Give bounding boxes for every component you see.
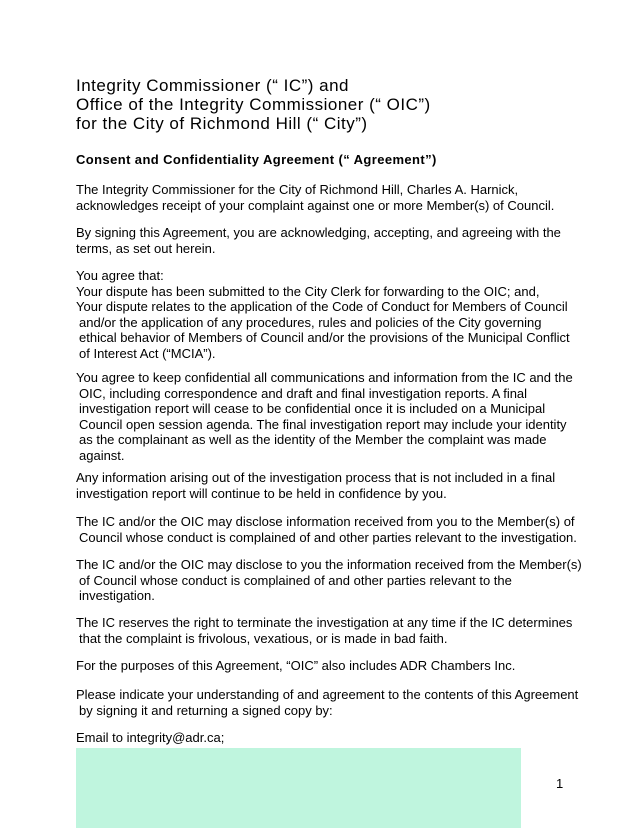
disclose-to-you-paragraph xyxy=(76,557,582,604)
confidential-paragraph xyxy=(76,370,576,463)
text-line: of Interest Act (“MCIA”). xyxy=(79,345,216,361)
please-indicate-paragraph xyxy=(76,687,579,718)
email-text: Email to integrity@adr.ca; xyxy=(76,730,225,745)
agree-item: Your dispute has been submitted to the City Clerk for forwarding to the OIC; and, xyxy=(76,283,540,299)
agree-section xyxy=(76,268,576,361)
text-line: as the complainant as well as the identity of the Member the complaint was made xyxy=(79,432,547,447)
text-line: Council whose conduct is complained of and other parties relevant to the investigation. xyxy=(79,529,577,545)
text-line: investigation report will cease to be confidential once it is included on a Municipal xyxy=(79,401,546,416)
text-line: By signing this Agreement, you are acknowledging, accepting, and agreeing with the xyxy=(76,225,561,240)
email-line xyxy=(76,730,576,746)
text-line: The Integrity Commissioner for the City of Richmond Hill, Charles A. Harnick, xyxy=(76,182,519,197)
text-line: Council open session agenda. The final investigation report may include your identity xyxy=(79,416,567,432)
agree-heading: You agree that: xyxy=(76,268,164,283)
text-line: ethical behavior of Members of Council and/or the provisions of the Municipal Conflict xyxy=(79,330,570,345)
agree-item: Your dispute relates to the application of the Code of Conduct for Members of Council xyxy=(76,299,568,314)
text-line: For the purposes of this Agreement, “OIC” also includes ADR Chambers Inc. xyxy=(76,658,516,673)
title-line: for the City of Richmond Hill (“ City”) xyxy=(76,114,368,133)
title-line: Integrity Commissioner (“ IC”) and xyxy=(76,76,350,95)
title-line: Office of the Integrity Commissioner (“ OIC”) xyxy=(76,95,431,114)
text-line: Please indicate your understanding of and agreement to the contents of this Agreement xyxy=(76,687,579,702)
oic-includes-paragraph xyxy=(76,658,576,674)
text-line: and/or the application of any procedures, rules and policies of the City governing xyxy=(79,314,542,330)
text-line: OIC, including correspondence and draft and final investigation reports. A final xyxy=(79,385,528,401)
text-line: acknowledges receipt of your complaint against one or more Member(s) of Council. xyxy=(76,197,555,213)
text-line: You agree to keep confidential all communications and information from the IC and the xyxy=(76,370,573,385)
text-line: The IC reserves the right to terminate the investigation at any time if the IC determines xyxy=(76,615,573,630)
text-line: by signing it and returning a signed copy by: xyxy=(79,702,333,718)
page-number: 1 xyxy=(556,776,564,791)
text-line: of Council whose conduct is complained of and other parties relevant to the xyxy=(79,572,512,588)
text-line: The IC and/or the OIC may disclose information received from you to the Member(s) of xyxy=(76,514,575,529)
text-line: that the complaint is frivolous, vexatious, or is made in bad faith. xyxy=(79,630,448,646)
text-line: terms, as set out herein. xyxy=(76,240,216,256)
signing-paragraph xyxy=(76,225,576,256)
document-subtitle: Consent and Confidentiality Agreement (“ Agreement”) xyxy=(76,152,437,167)
document-title xyxy=(76,76,596,133)
text-line: Any information arising out of the investigation process that is not included in a final xyxy=(76,470,556,485)
info-confidence-paragraph xyxy=(76,470,576,501)
terminate-paragraph xyxy=(76,615,576,646)
text-line: The IC and/or the OIC may disclose to you the information received from the Member(s) xyxy=(76,557,582,572)
intro-paragraph xyxy=(76,182,576,213)
text-line: against. xyxy=(79,447,125,463)
text-line: investigation. xyxy=(79,588,155,603)
signature-fill-area[interactable] xyxy=(76,748,521,828)
text-line: investigation report will continue to be held in confidence by you. xyxy=(76,485,447,501)
disclose-to-member-paragraph xyxy=(76,514,576,545)
